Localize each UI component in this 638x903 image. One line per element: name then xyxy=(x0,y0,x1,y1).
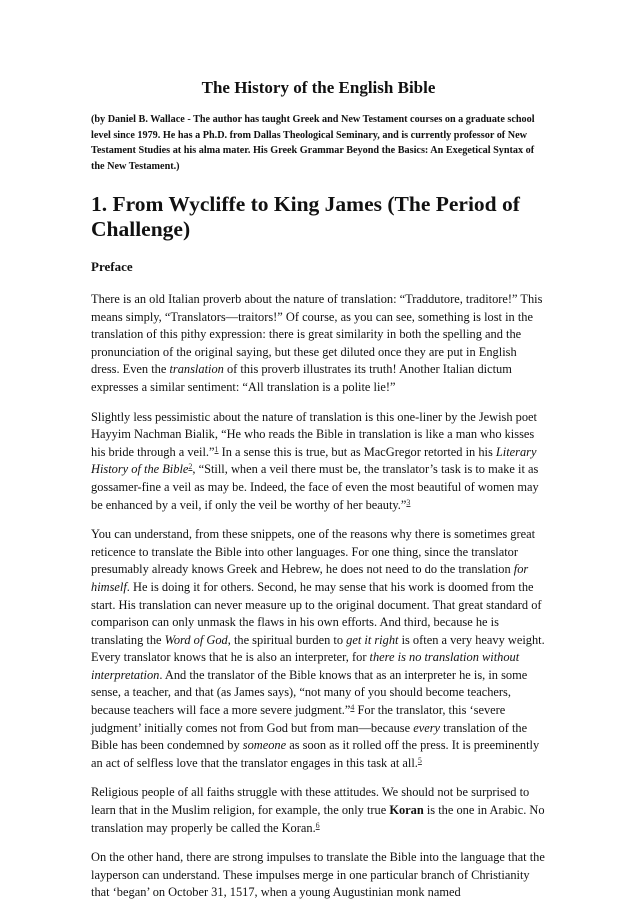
text-run: Religious people of all faiths struggle with these attitudes. We should not be surprised to learn that in the Muslim religion, for example, the only true xyxy=(91,785,530,818)
paragraph-5 xyxy=(91,849,546,902)
text-run: . And the translator of the Bible knows that as an interpreter he is, in some sense, a teacher, and that (as James says), “not many of you should become teachers, because teachers will face a more severe judgment.” xyxy=(91,667,528,718)
text-run: of this proverb illustrates its truth! Another Italian dictum expresses a similar sentiment: “All translation is a polite lie!” xyxy=(91,362,512,394)
italic-text: there is no translation without interpretation xyxy=(91,650,520,682)
italic-text: every xyxy=(413,720,441,735)
document-title: The History of the English Bible xyxy=(201,78,436,97)
italic-text: translation xyxy=(169,362,224,377)
text-run: is often a very heavy weight. Every translator knows that he is also an interpreter, for xyxy=(91,632,545,665)
author-byline: (by Daniel B. Wallace - The author has taught Greek and New Testament courses on a graduate school level since 1979. He has a Ph.D. from Dallas Theological Seminary, and is currently professor of New Testament Studies at his alma mater. His Greek Grammar Beyond the Basics: An Exegetical Syntax of the New Testament.) xyxy=(91,114,535,172)
text-run: On the other hand, there are strong impulses to translate the Bible into the language that the layperson can understand. These impulses merge in one particular branch of Christianity that ‘began’ on October 31, 1517, when a young Augustinian monk named xyxy=(91,850,545,900)
text-run: . He is doing it for others. Second, he may sense that his work is doomed from the start. His translation can never measure up to the original document. That great standard of comparison can only unmask the flaws in his own efforts. And third, because he is translating the xyxy=(91,579,542,647)
preface-heading: Preface xyxy=(91,259,133,274)
text-run: There is an old Italian proverb about the nature of translation: “Traddutore, traditore!” This means simply, “Translators—traitors!” Of course, as you can see, something is lost in the translation of this pithy expression: there is great similarity in both the spelling and the pronunciation of the original saying, but these get diluted once they are put in English dress. Even the xyxy=(91,292,543,377)
bold-text: Koran xyxy=(389,803,424,818)
text-run: translation of the Bible has been condemned by xyxy=(91,720,528,753)
paragraph-2 xyxy=(91,409,546,515)
italic-text: get it right xyxy=(346,632,399,647)
paragraph-4 xyxy=(91,784,546,837)
section-heading: 1. From Wycliffe to King James (The Period of Challenge) xyxy=(91,192,520,241)
footnote-ref-6[interactable]: 6 xyxy=(315,820,320,830)
text-run: In a sense this is true, but as MacGregor retorted in his xyxy=(218,444,496,459)
text-run: , “Still, when a veil there must be, the translator’s task is to make it as gossamer-fine a veil as may be. Indeed, the face of even the most beautiful of women may be enhanced by a veil, if only the veil be worthy of her beauty.” xyxy=(91,462,539,512)
italic-text: Literary History of the Bible xyxy=(91,444,537,477)
text-run: You can understand, from these snippets, one of the reasons why there is sometimes great reticence to translate the Bible into other languages. For one thing, since the translator presumably already knows Greek and Hebrew, he does not need to do the translation xyxy=(91,527,536,577)
text-run: Slightly less pessimistic about the nature of translation is this one-liner by the Jewish poet Hayyim Nachman Bialik, “He who reads the Bible in translation is like a man who kisses his bride through a veil.” xyxy=(91,409,537,459)
italic-text: Word of God xyxy=(164,632,228,647)
footnote-ref-4[interactable]: 4 xyxy=(350,703,355,713)
text-run: as soon as it rolled off the press. It is preeminently an act of selfless love that the translator engages in this task at all. xyxy=(91,738,540,770)
text-run: For the translator, this ‘severe judgment’ initially comes not from God but from man—because xyxy=(91,703,506,735)
text-run: is the one in Arabic. No translation may properly be called the Koran. xyxy=(91,803,545,835)
text-run: , the spiritual burden to xyxy=(227,632,347,647)
footnote-ref-2[interactable]: 2 xyxy=(188,462,193,472)
footnote-ref-5[interactable]: 5 xyxy=(417,755,422,765)
italic-text: for himself xyxy=(91,562,529,594)
footnote-ref-1[interactable]: 1 xyxy=(214,444,219,454)
italic-text: someone xyxy=(242,738,287,753)
paragraph-3 xyxy=(91,526,546,772)
footnote-ref-3[interactable]: 3 xyxy=(406,497,411,507)
paragraph-1 xyxy=(91,291,546,397)
